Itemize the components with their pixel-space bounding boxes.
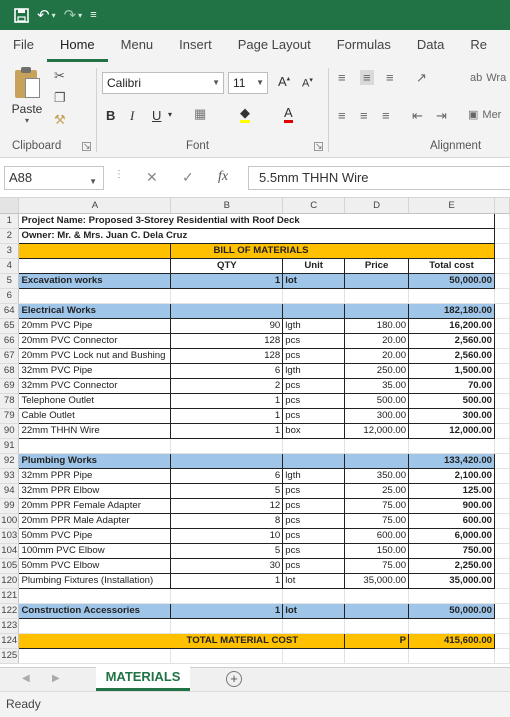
table-row — [0, 588, 510, 603]
cell-e68[interactable]: 1,500.00 — [409, 363, 495, 378]
tab-data[interactable]: Data — [416, 37, 445, 52]
underline-icon[interactable]: U — [152, 108, 162, 123]
cell-b66[interactable]: 128 — [171, 333, 283, 348]
cell-c79[interactable]: pcs — [283, 408, 345, 423]
cell-a90[interactable]: 22mm THHN Wire — [19, 423, 171, 438]
cell-a122[interactable]: Construction Accessories — [19, 603, 171, 618]
table-row — [0, 558, 510, 573]
fill-color-icon[interactable]: ◆ — [240, 106, 250, 123]
table-row — [0, 363, 510, 378]
cell-b93[interactable]: 6 — [171, 468, 283, 483]
increase-font-icon[interactable]: A▴ — [278, 74, 291, 89]
next-sheet-icon[interactable]: ▶ — [52, 673, 60, 684]
cut-icon[interactable]: ✂ — [54, 68, 65, 83]
cell-d90[interactable]: 12,000.00 — [345, 423, 409, 438]
cell-e67[interactable]: 2,560.00 — [409, 348, 495, 363]
cell-a5[interactable]: Excavation works — [19, 273, 171, 288]
formula-bar — [0, 158, 510, 198]
paste-icon — [12, 66, 42, 100]
cell-c69[interactable]: pcs — [283, 378, 345, 393]
cell-b123[interactable] — [171, 618, 283, 633]
cell-a121[interactable] — [19, 588, 171, 603]
cell-c121[interactable] — [283, 588, 345, 603]
tab-formulas[interactable]: Formulas — [336, 37, 391, 52]
column-header-b[interactable]: B — [171, 198, 283, 213]
copy-icon[interactable]: ❐ — [54, 90, 66, 105]
cell-a105[interactable]: 50mm PVC Elbow — [19, 558, 171, 573]
cell-b69[interactable]: 2 — [171, 378, 283, 393]
cell-a100[interactable]: 20mm PPR Male Adapter — [19, 513, 171, 528]
cell-e99[interactable]: 900.00 — [409, 498, 495, 513]
table-row — [0, 408, 510, 423]
row-header[interactable]: 65 — [0, 318, 19, 333]
format-painter-icon[interactable]: ⚒ — [54, 112, 66, 127]
cell-b65[interactable]: 90 — [171, 318, 283, 333]
table-row — [0, 258, 510, 273]
sheet-tab-bar — [0, 667, 510, 691]
table-row — [0, 438, 510, 453]
cell-d100[interactable]: 75.00 — [345, 513, 409, 528]
table-row — [0, 498, 510, 513]
row-header[interactable]: 122 — [1, 605, 18, 616]
cell-b100[interactable]: 8 — [171, 513, 283, 528]
cell-b120[interactable]: 1 — [171, 573, 283, 588]
paste-dropdown-icon[interactable]: ▾ — [24, 116, 29, 125]
align-bottom-icon[interactable]: ≡ — [386, 70, 394, 85]
cell-e105[interactable]: 2,250.00 — [409, 558, 495, 573]
cell-c93[interactable]: lgth — [283, 468, 345, 483]
cell-a123[interactable] — [19, 618, 171, 633]
cell-e90[interactable]: 12,000.00 — [409, 423, 495, 438]
row-header[interactable]: 125 — [1, 650, 18, 661]
cell-c91[interactable] — [283, 438, 345, 453]
font-size-select[interactable] — [228, 72, 268, 94]
cell-e92[interactable]: 133,420.00 — [409, 453, 495, 468]
cell-d125[interactable] — [345, 648, 409, 663]
font-group-label: Font — [186, 140, 210, 152]
cell-e121[interactable] — [409, 588, 495, 603]
add-sheet-icon[interactable]: + — [226, 671, 242, 687]
cell-c100[interactable]: pcs — [283, 513, 345, 528]
cell-e65[interactable]: 16,200.00 — [409, 318, 495, 333]
cell-a64[interactable]: Electrical Works — [19, 303, 171, 318]
cell-c4[interactable]: Unit — [304, 260, 323, 271]
cell-b3[interactable]: BILL OF MATERIALS — [171, 243, 495, 258]
cell-d120[interactable]: 35,000.00 — [345, 573, 409, 588]
cell-a125[interactable] — [19, 648, 171, 663]
table-row — [0, 648, 510, 663]
row-header[interactable]: 90 — [0, 423, 19, 438]
cell-c122[interactable]: lot — [283, 603, 345, 618]
row-header[interactable]: 124 — [1, 635, 18, 646]
chevron-down-icon: ▼ — [89, 177, 97, 186]
formula-input[interactable]: 5.5mm THHN Wire — [248, 166, 510, 190]
cell-e124[interactable]: 415,600.00 — [409, 633, 495, 648]
table-row — [0, 423, 510, 438]
cell-b91[interactable] — [171, 438, 283, 453]
row-header[interactable]: 3 — [0, 243, 19, 258]
cell-b6[interactable] — [171, 288, 283, 303]
tab-home[interactable]: Home — [47, 30, 108, 62]
table-row — [0, 483, 510, 498]
row-header[interactable]: 120 — [1, 575, 18, 586]
cell-d103[interactable]: 600.00 — [345, 528, 409, 543]
cell-c64[interactable] — [283, 303, 345, 318]
cell-e4[interactable]: Total cost — [409, 258, 495, 273]
cell-d91[interactable] — [345, 438, 409, 453]
cell-d121[interactable] — [345, 588, 409, 603]
cell-c123[interactable] — [283, 618, 345, 633]
font-name-value: Calibri — [107, 76, 142, 90]
cell-b103[interactable]: 10 — [171, 528, 283, 543]
sheet-table — [0, 198, 510, 664]
cell-d68[interactable]: 250.00 — [345, 363, 409, 378]
cell-e123[interactable] — [409, 618, 495, 633]
row-header[interactable]: 69 — [0, 378, 19, 393]
name-box-value: A88 — [9, 170, 33, 185]
cell-d124[interactable]: P — [345, 633, 409, 648]
cell-d65[interactable]: 180.00 — [345, 318, 409, 333]
clipboard-group-label: Clipboard — [12, 140, 62, 152]
tab-menu[interactable]: Menu — [120, 37, 154, 52]
table-row — [0, 378, 510, 393]
save-icon[interactable] — [14, 0, 29, 30]
cell-c5[interactable]: lot — [283, 273, 345, 288]
cell-e6[interactable] — [409, 288, 495, 303]
table-row — [0, 603, 510, 618]
cell-b125[interactable] — [171, 648, 283, 663]
cell-a2[interactable]: Owner: Mr. & Mrs. Juan C. Dela Cruz — [19, 228, 495, 243]
cell-a67[interactable]: 20mm PVC Lock nut and Bushing — [19, 348, 171, 363]
cell-d64[interactable] — [345, 303, 409, 318]
column-header-row — [0, 198, 510, 213]
table-row — [0, 453, 510, 468]
cell-b4[interactable]: QTY — [171, 258, 283, 273]
cell-b94[interactable]: 5 — [171, 483, 283, 498]
cell-a103[interactable]: 50mm PVC Pipe — [19, 528, 171, 543]
cell-c125[interactable] — [283, 648, 345, 663]
cell-a4[interactable] — [19, 258, 171, 273]
cell-e78[interactable]: 500.00 — [409, 393, 495, 408]
cell-d92[interactable] — [345, 453, 409, 468]
cell-b79[interactable]: 1 — [171, 408, 283, 423]
cell-a104[interactable]: 100mm PVC Elbow — [19, 543, 171, 558]
alignment-group-label: Alignment — [430, 140, 482, 152]
merge-center-button[interactable]: ▣ Mer — [468, 109, 502, 121]
cell-d104[interactable]: 150.00 — [345, 543, 409, 558]
cell-c105[interactable]: pcs — [283, 558, 345, 573]
cell-a69[interactable]: 32mm PVC Connector — [19, 378, 171, 393]
cell-d94[interactable]: 25.00 — [345, 483, 409, 498]
cell-c99[interactable]: pcs — [283, 498, 345, 513]
wrap-text-button[interactable]: ab Wra — [470, 72, 507, 84]
decrease-indent-icon[interactable]: ⇤ — [412, 108, 423, 123]
clipboard-launcher-icon[interactable]: ↘ — [83, 141, 91, 151]
cell-a91[interactable] — [19, 438, 171, 453]
enter-icon[interactable]: ✓ — [182, 169, 194, 185]
row-header[interactable]: 91 — [0, 438, 19, 453]
table-row — [0, 528, 510, 543]
cell-c68[interactable]: lgth — [283, 363, 345, 378]
row-header[interactable]: 66 — [0, 333, 19, 348]
table-row — [0, 273, 510, 288]
row-header[interactable]: 93 — [0, 468, 19, 483]
align-top-icon[interactable]: ≡ — [338, 70, 346, 85]
italic-icon[interactable]: I — [130, 108, 135, 123]
table-row — [0, 228, 510, 243]
cell-b121[interactable] — [171, 588, 283, 603]
cell-c65[interactable]: lgth — [283, 318, 345, 333]
title-bar — [0, 0, 510, 30]
wrap-text-label: Wra — [486, 72, 507, 84]
table-row — [0, 543, 510, 558]
row-header[interactable]: 92 — [0, 453, 19, 468]
tab-file[interactable]: File — [13, 37, 34, 52]
cell-d105[interactable]: 75.00 — [345, 558, 409, 573]
tab-insert[interactable]: Insert — [179, 37, 212, 52]
table-row — [0, 348, 510, 363]
more-icon: ⋮ — [114, 169, 124, 180]
cell-a99[interactable]: 20mm PPR Female Adapter — [19, 498, 171, 513]
cancel-icon[interactable]: ✕ — [146, 169, 158, 185]
chevron-down-icon: ▼ — [212, 78, 220, 87]
cell-c90[interactable]: box — [283, 423, 345, 438]
cell-b90[interactable]: 1 — [171, 423, 283, 438]
row-header[interactable]: 100 — [1, 515, 18, 526]
cell-d67[interactable]: 20.00 — [345, 348, 409, 363]
cell-e104[interactable]: 750.00 — [409, 543, 495, 558]
cell-a78[interactable]: Telephone Outlet — [19, 393, 171, 408]
cell-a92[interactable]: Plumbing Works — [19, 453, 171, 468]
cell-a65[interactable]: 20mm PVC Pipe — [19, 318, 171, 333]
row-header[interactable]: 79 — [0, 408, 19, 423]
column-header-d[interactable]: D — [345, 198, 409, 213]
name-box[interactable] — [4, 166, 104, 190]
underline-dropdown-icon[interactable]: ▾ — [168, 110, 173, 119]
status-text: Ready — [6, 697, 41, 711]
table-row — [0, 243, 510, 258]
cell-b99[interactable]: 12 — [171, 498, 283, 513]
cell-c92[interactable] — [283, 453, 345, 468]
cell-a1[interactable]: Project Name: Proposed 3-Storey Residential with Roof Deck — [19, 213, 495, 228]
cell-c6[interactable] — [283, 288, 345, 303]
bold-icon[interactable]: B — [106, 108, 116, 123]
cell-b64[interactable] — [171, 303, 283, 318]
table-row — [0, 318, 510, 333]
align-middle-icon[interactable]: ≡ — [360, 70, 374, 85]
table-row — [0, 513, 510, 528]
cell-b105[interactable]: 30 — [171, 558, 283, 573]
cell-c103[interactable]: pcs — [283, 528, 345, 543]
row-header[interactable]: 64 — [0, 303, 19, 318]
cell-a6[interactable] — [19, 288, 171, 303]
row-header[interactable]: 121 — [1, 590, 18, 601]
status-bar — [0, 691, 510, 717]
row-header[interactable]: 99 — [0, 498, 19, 513]
cell-e64[interactable]: 182,180.00 — [409, 303, 495, 318]
row-header[interactable]: 2 — [0, 228, 19, 243]
redo-dropdown-icon[interactable]: ▾ — [78, 10, 83, 20]
cell-e91[interactable] — [409, 438, 495, 453]
cell-c78[interactable]: pcs — [283, 393, 345, 408]
cell-e69[interactable]: 70.00 — [409, 378, 495, 393]
cell-d93[interactable]: 350.00 — [345, 468, 409, 483]
cell-d69[interactable]: 35.00 — [345, 378, 409, 393]
row-header[interactable]: 68 — [0, 363, 19, 378]
paste-button[interactable] — [6, 66, 48, 125]
table-row — [0, 333, 510, 348]
ribbon-home — [0, 62, 510, 158]
insert-function-icon[interactable]: fx — [218, 169, 229, 184]
cell-d122[interactable] — [345, 603, 409, 618]
align-left-icon[interactable]: ≡ — [338, 108, 346, 123]
cell-b104[interactable]: 5 — [171, 543, 283, 558]
align-center-icon[interactable]: ≡ — [360, 108, 368, 123]
table-row — [0, 213, 510, 228]
merge-label: Mer — [482, 109, 502, 121]
cell-d79[interactable]: 300.00 — [345, 408, 409, 423]
tab-page-layout[interactable]: Page Layout — [237, 37, 311, 52]
cell-e5[interactable]: 50,000.00 — [409, 273, 495, 288]
row-header[interactable]: 94 — [0, 483, 19, 498]
paste-label: Paste — [11, 102, 43, 116]
font-color-icon[interactable]: A — [284, 106, 293, 123]
cell-b78[interactable]: 1 — [171, 393, 283, 408]
cell-a120[interactable]: Plumbing Fixtures (Installation) — [19, 573, 171, 588]
font-name-select[interactable] — [102, 72, 224, 94]
table-row — [0, 618, 510, 633]
table-row — [0, 573, 510, 588]
cell-c66[interactable]: pcs — [283, 333, 345, 348]
cell-e100[interactable]: 600.00 — [409, 513, 495, 528]
cell-e120[interactable]: 35,000.00 — [409, 573, 495, 588]
cell-d4[interactable]: Price — [345, 258, 409, 273]
cell-a94[interactable]: 32mm PPR Elbow — [19, 483, 171, 498]
cell-c67[interactable]: pcs — [283, 348, 345, 363]
redo-icon[interactable]: ↷ — [63, 7, 77, 24]
cell-d78[interactable]: 500.00 — [345, 393, 409, 408]
cell-d66[interactable]: 20.00 — [345, 333, 409, 348]
column-header-c[interactable]: C — [283, 198, 345, 213]
table-row — [0, 468, 510, 483]
undo-dropdown-icon[interactable]: ▾ — [51, 10, 56, 20]
column-header-a[interactable]: A — [19, 198, 171, 213]
table-row — [0, 288, 510, 303]
cell-c120[interactable]: lot — [283, 573, 345, 588]
row-header[interactable]: 5 — [0, 273, 19, 288]
table-row — [0, 393, 510, 408]
cell-a93[interactable]: 32mm PPR Pipe — [19, 468, 171, 483]
cell-c94[interactable]: pcs — [283, 483, 345, 498]
chevron-down-icon: ▼ — [256, 78, 264, 87]
cell-e94[interactable]: 125.00 — [409, 483, 495, 498]
font-launcher-icon[interactable]: ↘ — [315, 141, 323, 151]
decrease-font-icon[interactable]: A▾ — [302, 77, 313, 90]
cell-e93[interactable]: 2,100.00 — [409, 468, 495, 483]
row-header[interactable]: 103 — [1, 530, 18, 541]
cell-b67[interactable]: 128 — [171, 348, 283, 363]
customize-toolbar-icon[interactable]: ≡ — [90, 9, 97, 21]
row-header[interactable]: 78 — [0, 393, 19, 408]
increase-indent-icon[interactable]: ⇥ — [436, 108, 447, 123]
align-right-icon[interactable]: ≡ — [382, 108, 390, 123]
sheet-tab-materials[interactable]: MATERIALS — [96, 667, 190, 691]
orientation-icon[interactable]: ↗ — [416, 70, 427, 85]
cell-d123[interactable] — [345, 618, 409, 633]
cell-d6[interactable] — [345, 288, 409, 303]
cell-a124[interactable]: TOTAL MATERIAL COST — [19, 633, 345, 648]
cell-a66[interactable]: 20mm PVC Connector — [19, 333, 171, 348]
tab-review[interactable]: Re — [470, 37, 487, 52]
font-size-value: 11 — [233, 76, 246, 90]
cell-e79[interactable]: 300.00 — [409, 408, 495, 423]
row-header[interactable]: 105 — [1, 560, 18, 571]
table-row — [0, 633, 510, 648]
cell-d5[interactable] — [345, 273, 409, 288]
cell-b122[interactable]: 1 — [171, 603, 283, 618]
cell-c104[interactable]: pcs — [283, 543, 345, 558]
cell-e122[interactable]: 50,000.00 — [409, 603, 495, 618]
cell-b68[interactable]: 6 — [171, 363, 283, 378]
cell-a79[interactable]: Cable Outlet — [19, 408, 171, 423]
worksheet-grid[interactable] — [0, 198, 510, 667]
row-header[interactable]: 6 — [0, 288, 19, 303]
cell-b5[interactable]: 1 — [171, 273, 283, 288]
row-header[interactable]: 4 — [0, 258, 19, 273]
prev-sheet-icon[interactable]: ◀ — [22, 673, 30, 684]
row-header[interactable]: 1 — [0, 213, 19, 228]
table-row — [0, 303, 510, 318]
select-all-corner[interactable] — [0, 198, 19, 213]
borders-icon[interactable]: ▦ — [194, 106, 207, 121]
row-header[interactable]: 123 — [1, 620, 18, 631]
ribbon-tabs — [0, 30, 510, 62]
cell-b92[interactable] — [171, 453, 283, 468]
cell-a68[interactable]: 32mm PVC Pipe — [19, 363, 171, 378]
row-header[interactable]: 104 — [1, 545, 18, 556]
cell-e66[interactable]: 2,560.00 — [409, 333, 495, 348]
cell-d99[interactable]: 75.00 — [345, 498, 409, 513]
row-header[interactable]: 67 — [0, 348, 19, 363]
undo-icon[interactable]: ↶ — [37, 7, 50, 24]
cell-e103[interactable]: 6,000.00 — [409, 528, 495, 543]
cell-e125[interactable] — [409, 648, 495, 663]
cell-a3[interactable] — [19, 243, 171, 258]
column-header-e[interactable]: E — [409, 198, 495, 213]
